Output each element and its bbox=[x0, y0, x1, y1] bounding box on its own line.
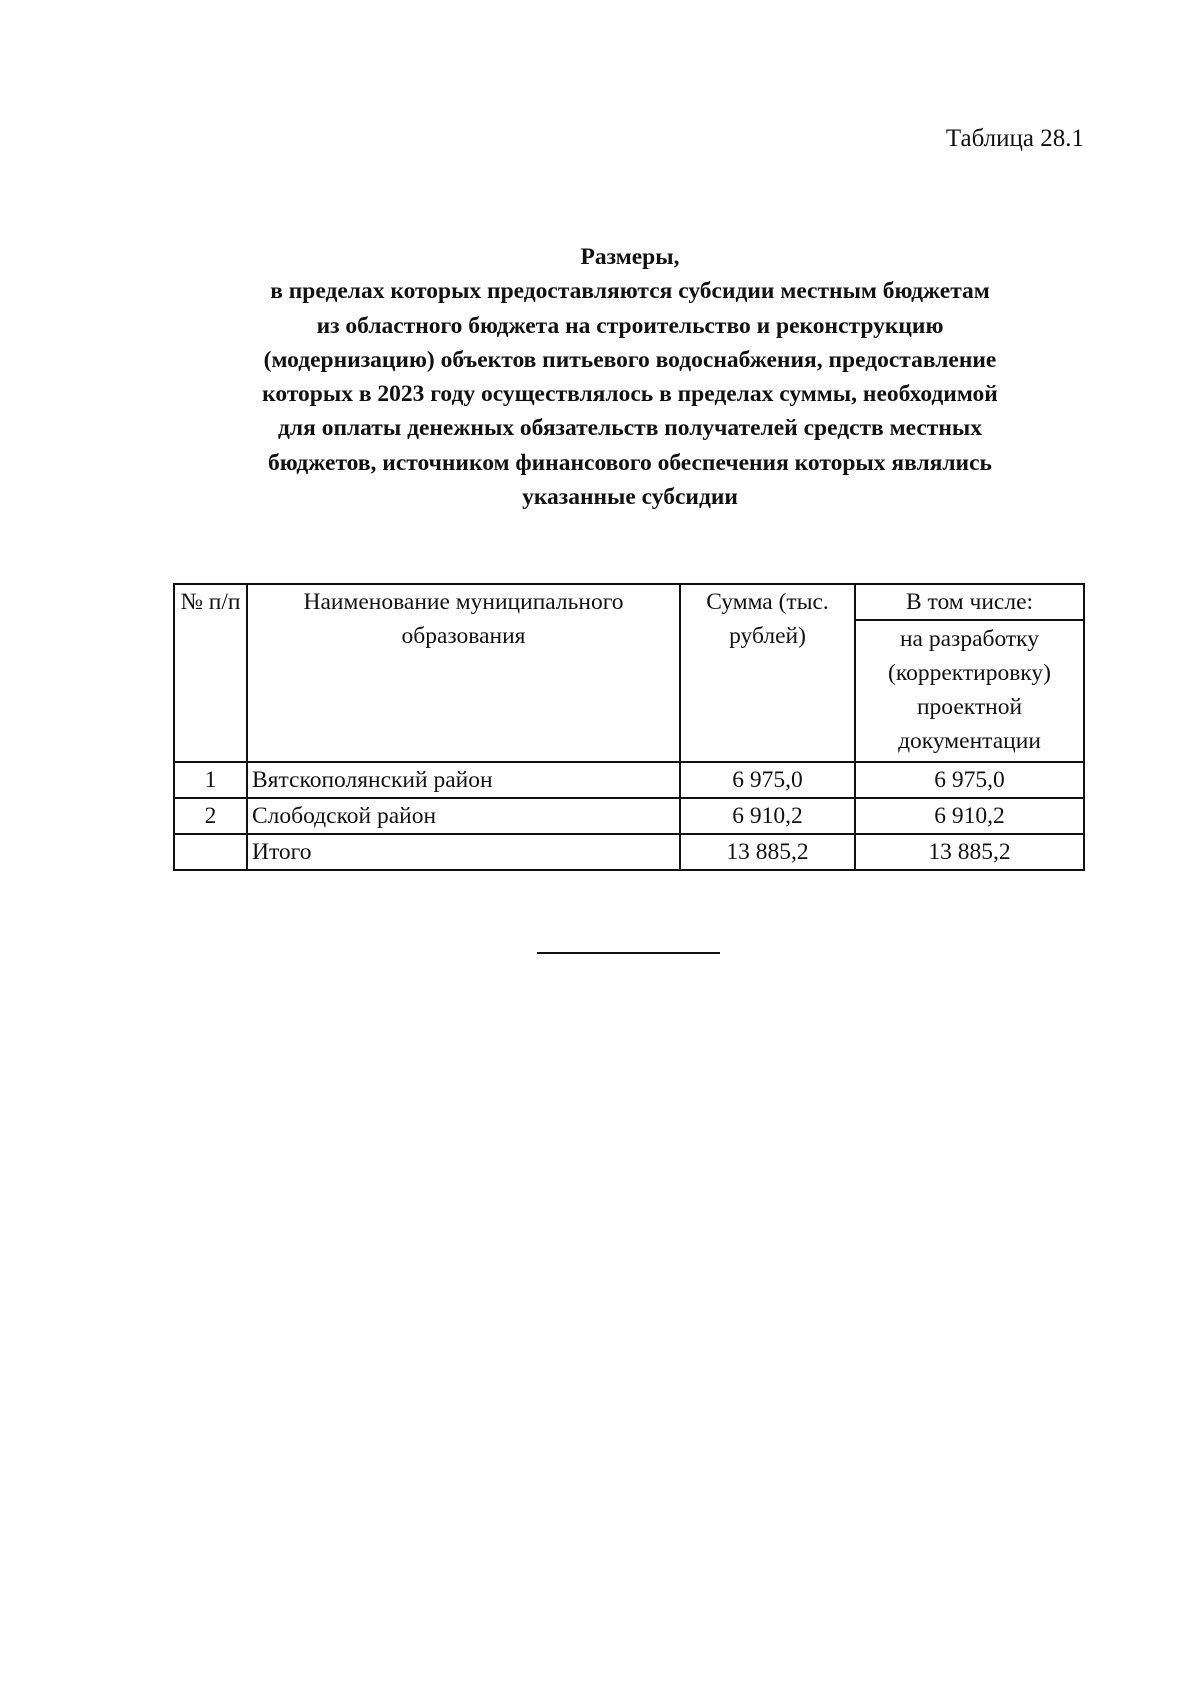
header-sub: на разработку (корректировку) проектной документации bbox=[855, 620, 1084, 762]
heading-line: бюджетов, источником финансового обеспечения которых являлись bbox=[268, 449, 992, 476]
total-sum: 13 885,2 bbox=[680, 834, 855, 870]
subsidy-table bbox=[173, 583, 1085, 871]
table-total-row bbox=[174, 834, 1084, 870]
total-label: Итого bbox=[247, 834, 680, 870]
heading-line: из областного бюджета на строительство и реконструкцию bbox=[316, 312, 944, 339]
table-header-row bbox=[174, 584, 1084, 620]
heading-line: указанные субсидии bbox=[522, 484, 738, 511]
cell-sum: 6 975,0 bbox=[680, 762, 855, 798]
header-sum: Сумма (тыс. рублей) bbox=[680, 584, 855, 762]
header-name: Наименование муниципального образования bbox=[247, 584, 680, 762]
cell-num: 2 bbox=[174, 798, 247, 834]
heading-line: в пределах которых предоставляются субсидии местным бюджетам bbox=[270, 278, 990, 305]
cell-name: Вятскополянский район bbox=[247, 762, 680, 798]
document-heading bbox=[160, 240, 1100, 514]
header-including: В том числе: bbox=[855, 584, 1084, 620]
heading-line: которых в 2023 году осуществлялось в пределах суммы, необходимой bbox=[262, 381, 998, 408]
table-row bbox=[174, 762, 1084, 798]
heading-title: Размеры, bbox=[580, 244, 680, 270]
heading-line: (модернизацию) объектов питьевого водоснабжения, предоставление bbox=[263, 346, 997, 373]
cell-sum: 6 910,2 bbox=[680, 798, 855, 834]
cell-num: 1 bbox=[174, 762, 247, 798]
total-sub: 13 885,2 bbox=[855, 834, 1084, 870]
table-row bbox=[174, 798, 1084, 834]
heading-line: для оплаты денежных обязательств получателей средств местных bbox=[278, 415, 982, 442]
cell-num bbox=[174, 834, 247, 870]
header-num: № п/п bbox=[174, 584, 247, 762]
closing-rule bbox=[537, 952, 720, 954]
cell-sub: 6 910,2 bbox=[855, 798, 1084, 834]
table-number: Таблица 28.1 bbox=[945, 125, 1084, 152]
cell-name: Слободской район bbox=[247, 798, 680, 834]
cell-sub: 6 975,0 bbox=[855, 762, 1084, 798]
